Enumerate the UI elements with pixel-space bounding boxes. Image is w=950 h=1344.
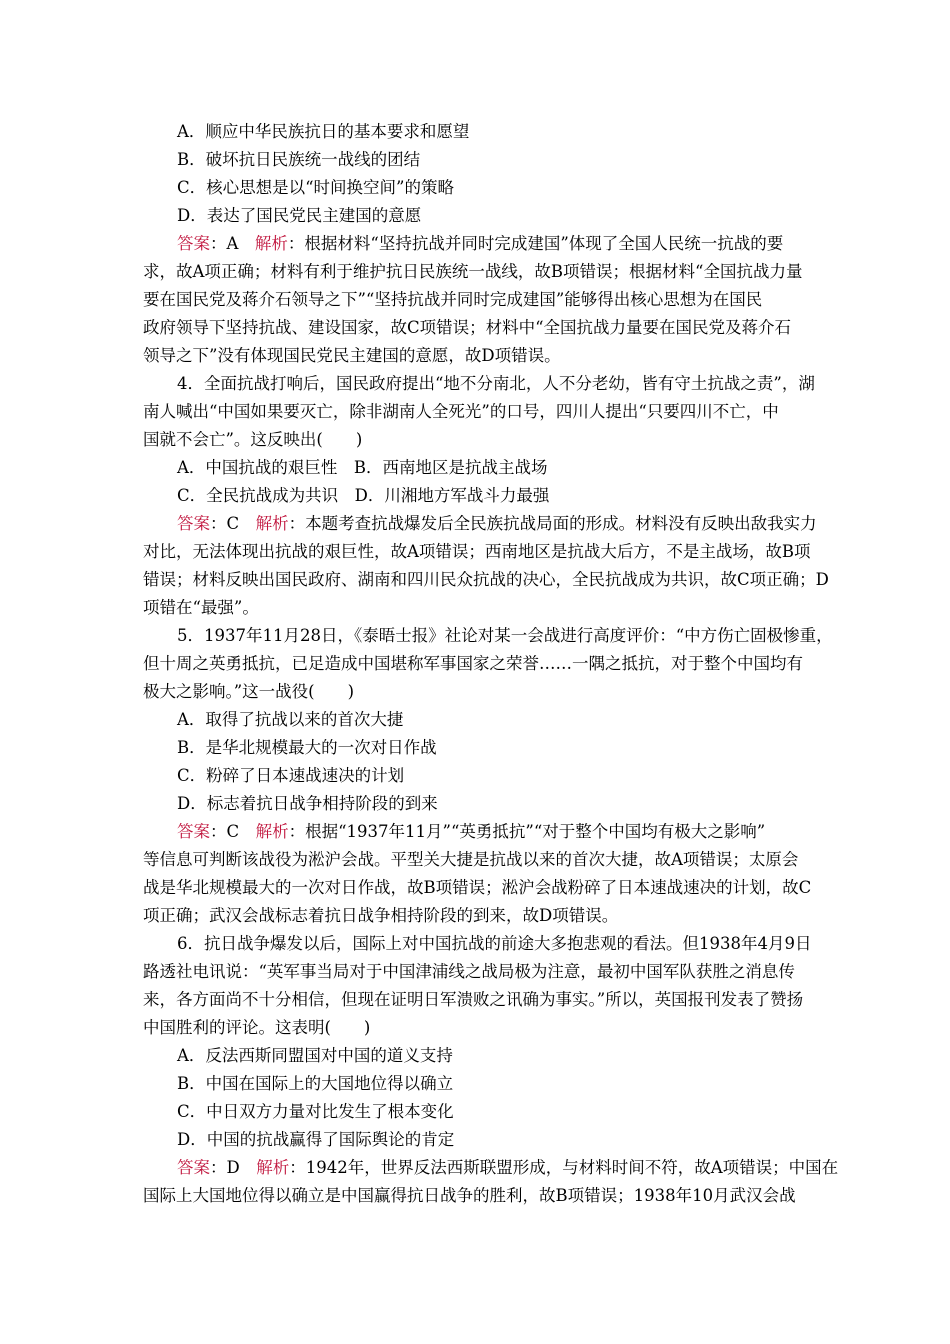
q6-stem-line: 6．抗日战争爆发以后，国际上对中国抗战的前途大多抱悲观的看法。但1938年4月9日 (177, 934, 812, 953)
q6-analysis-line: 国际上大国地位得以确立是中国赢得抗日战争的胜利，故B项错误；1938年10月武汉会战 (143, 1186, 796, 1205)
answer-label: 答案 (177, 514, 210, 533)
q3-answer-line (177, 233, 783, 255)
q4-options-ab: A．中国抗战的艰巨性 B．西南地区是抗战主战场 (177, 458, 548, 477)
q3-option-a: A．顺应中华民族抗日的基本要求和愿望 (177, 122, 470, 141)
q6-stem-line: 来，各方面尚不十分相信，但现在证明日军溃败之讯确为事实。”所以，英国报刊发表了赞扬 (143, 990, 804, 1009)
analysis-label: 解析 (255, 822, 289, 841)
q5-option-d: D．标志着抗日战争相持阶段的到来 (177, 794, 438, 813)
q4-options-cd: C．全民抗战成为共识 D．川湘地方军战斗力最强 (177, 486, 550, 505)
q4-analysis-line: 项错在“最强”。 (143, 598, 259, 617)
q5-analysis-text: ：根据“1937年11月”“英勇抵抗”“对于整个中国均有极大之影响” (288, 822, 766, 841)
q6-option-b: B．中国在国际上的大国地位得以确立 (177, 1074, 454, 1093)
q4-stem-line: 南人喊出“中国如果要灭亡，除非湖南人全死光”的口号，四川人提出“只要四川不亡，中 (143, 402, 779, 421)
q3-option-c: C．核心思想是以“时间换空间”的策略 (177, 178, 454, 197)
q5-option-c: C．粉碎了日本速战速决的计划 (177, 766, 405, 785)
q4-stem-line: 4．全面抗战打响后，国民政府提出“地不分南北，人不分老幼，皆有守土抗战之责”，湖 (177, 374, 815, 393)
q4-analysis-line: 对比，无法体现出抗战的艰巨性，故A项错误；西南地区是抗战大后方，不是主战场，故B项 (143, 542, 811, 561)
q3-option-d: D．表达了国民党民主建国的意愿 (177, 206, 422, 225)
q5-analysis-line: 战是华北规模最大的一次对日作战，故B项错误；淞沪会战粉碎了日本速战速决的计划，故C (143, 878, 812, 897)
q3-analysis-line: 求，故A项正确；材料有利于维护抗日民族统一战线，故B项错误；根据材料“全国抗战力量 (143, 262, 803, 281)
q4-stem-line: 国就不会亡”。这反映出( ) (143, 430, 363, 449)
q5-analysis-line: 项正确；武汉会战标志着抗日战争相持阶段的到来，故D项错误。 (143, 906, 619, 925)
q3-option-b: B．破坏抗日民族统一战线的团结 (177, 150, 421, 169)
q6-option-a: A．反法西斯同盟国对中国的道义支持 (177, 1046, 453, 1065)
q5-answer-value: ：C (210, 822, 256, 841)
q4-answer-line (177, 513, 817, 535)
analysis-label: 解析 (255, 514, 289, 533)
q3-analysis-text: ：根据材料“坚持抗战并同时完成建国”体现了全国人民统一抗战的要 (287, 234, 784, 253)
q5-analysis-line: 等信息可判断该战役为淞沪会战。平型关大捷是抗战以来的首次大捷，故A项错误；太原会 (143, 850, 799, 869)
q5-stem-line: 极大之影响。”这一战役( ) (143, 682, 355, 701)
answer-label: 答案 (177, 1158, 210, 1177)
analysis-label: 解析 (256, 1158, 290, 1177)
q6-option-d: D．中国的抗战赢得了国际舆论的肯定 (177, 1130, 455, 1149)
q3-analysis-line: 政府领导下坚持抗战、建设国家，故C项错误；材料中“全国抗战力量要在国民党及蒋介石 (143, 318, 792, 337)
q6-answer-value: ：D (210, 1158, 257, 1177)
q6-stem-line: 路透社电讯说：“英军事当局对于中国津浦线之战局极为注意，最初中国军队获胜之消息传 (143, 962, 795, 981)
q4-analysis-line: 错误；材料反映出国民政府、湖南和四川民众抗战的决心，全民抗战成为共识，故C项正确；D (143, 570, 829, 589)
answer-label: 答案 (177, 822, 210, 841)
analysis-label: 解析 (254, 234, 288, 253)
q6-stem-line: 中国胜利的评论。这表明( ) (143, 1018, 371, 1037)
q5-option-a: A．取得了抗战以来的首次大捷 (177, 710, 404, 729)
answer-label: 答案 (177, 234, 210, 253)
q6-analysis-text: ：1942年，世界反法西斯联盟形成，与材料时间不符，故A项错误；中国在 (289, 1158, 839, 1177)
q4-answer-value: ：C (210, 514, 256, 533)
q4-analysis-text: ：本题考查抗战爆发后全民族抗战局面的形成。材料没有反映出敌我实力 (288, 514, 817, 533)
q5-stem-line: 5．1937年11月28日，《泰晤士报》社论对某一会战进行高度评价：“中方伤亡固极惨重， (177, 626, 833, 645)
q6-option-c: C．中日双方力量对比发生了根本变化 (177, 1102, 454, 1121)
q5-answer-line (177, 821, 765, 843)
q3-analysis-line: 领导之下”没有体现国民党民主建国的意愿，故D项错误。 (143, 346, 561, 365)
q3-analysis-line: 要在国民党及蒋介石领导之下”“坚持抗战并同时完成建国”能够得出核心思想为在国民 (143, 290, 763, 309)
q6-answer-line (177, 1157, 838, 1179)
q5-stem-line: 但十周之英勇抵抗，已足造成中国堪称军事国家之荣誉……一隅之抵抗，对于整个中国均有 (143, 654, 803, 673)
q3-answer-value: ：A (210, 234, 255, 253)
q5-option-b: B．是华北规模最大的一次对日作战 (177, 738, 437, 757)
